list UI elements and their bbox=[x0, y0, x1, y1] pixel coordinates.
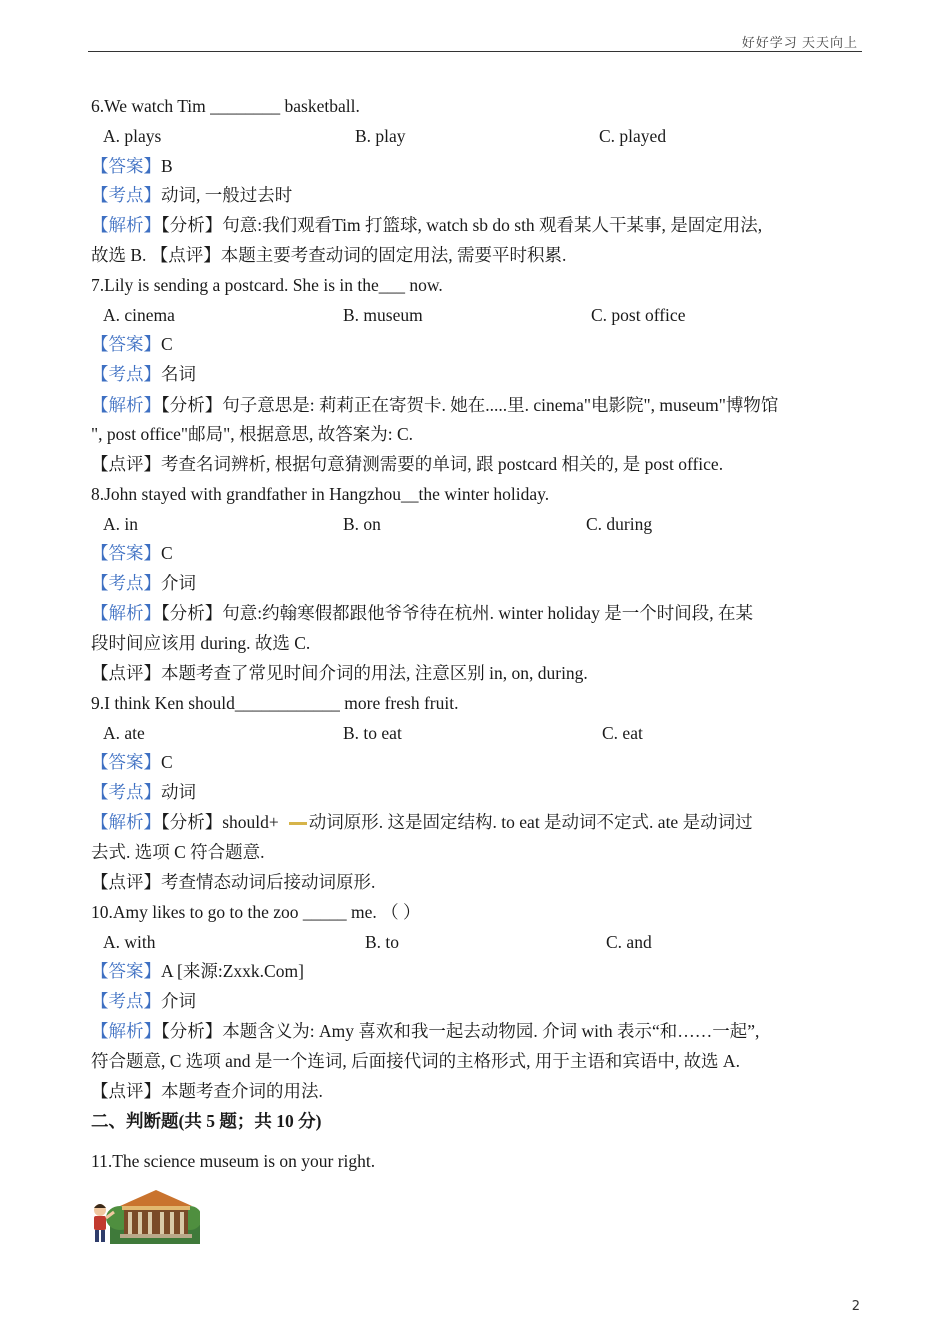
q7-answer bbox=[91, 332, 173, 356]
q9-stem: 9.I think Ken should____________ more fresh fruit. bbox=[91, 693, 459, 713]
answer-tag: 【答案】 bbox=[91, 156, 161, 176]
q6-option-c: C. played bbox=[599, 126, 667, 146]
q7-kaodian bbox=[91, 362, 196, 386]
dianping-tag: 【点评】 bbox=[91, 872, 161, 892]
q6-stem: 6.We watch Tim ________ basketball. bbox=[91, 96, 360, 116]
q7-option-a: A. cinema bbox=[103, 305, 175, 325]
q6-kaodian-value: 动词, 一般过去时 bbox=[161, 185, 293, 205]
q9-jiexi-text-2: 去式. 选项 C 符合题意. bbox=[91, 842, 265, 862]
answer-tag: 【答案】 bbox=[91, 543, 161, 563]
q7-kaodian-value: 名词 bbox=[161, 364, 196, 384]
column bbox=[170, 1212, 174, 1234]
q6-jiexi-text-1: 【分析】句意:我们观看Tim 打篮球, watch sb do sth 观看某人干某事, 是固定用法, bbox=[161, 215, 763, 235]
kaodian-tag: 【考点】 bbox=[91, 185, 161, 205]
q10-kaodian bbox=[91, 989, 196, 1013]
q8-option-b: B. on bbox=[343, 514, 381, 534]
person-body bbox=[94, 1216, 106, 1230]
q8-jiexi bbox=[91, 601, 753, 625]
q8-option-c: C. during bbox=[586, 514, 653, 534]
q6-answer bbox=[91, 154, 173, 178]
q7-dianping bbox=[91, 452, 723, 476]
q6-jiexi-text-2: 故选 B. 【点评】本题主要考查动词的固定用法, 需要平时积累. bbox=[91, 245, 567, 265]
q6-option-a: A. plays bbox=[103, 126, 162, 146]
q9-jiexi-text-1b: 动词原形. 这是固定结构. to eat 是动词不定式. ate 是动词过 bbox=[308, 812, 753, 832]
q8-stem: 8.John stayed with grandfather in Hangzhou__the winter holiday. bbox=[91, 484, 550, 504]
dianping-tag: 【点评】 bbox=[91, 1081, 161, 1101]
header-divider bbox=[88, 51, 862, 52]
q8-jiexi-text-2: 段时间应该用 during. 故选 C. bbox=[91, 633, 311, 653]
q8-option-a: A. in bbox=[103, 514, 138, 534]
museum-frieze bbox=[122, 1206, 190, 1210]
kaodian-tag: 【考点】 bbox=[91, 991, 161, 1011]
q10-stem: 10.Amy likes to go to the zoo _____ me. （ ） bbox=[91, 902, 421, 922]
dash-icon bbox=[289, 822, 307, 825]
q6-kaodian bbox=[91, 183, 292, 207]
q10-jiexi-text-2: 符合题意, C 选项 and 是一个连词, 后面接代词的主格形式, 用于主语和宾语中, 故选 A. bbox=[91, 1051, 740, 1071]
museum-building bbox=[124, 1210, 188, 1234]
q7-answer-value: C bbox=[161, 334, 173, 354]
person-leg bbox=[101, 1230, 105, 1242]
q11-stem: 11.The science museum is on your right. bbox=[91, 1151, 376, 1171]
page-header: 好好学习 天天向上 bbox=[741, 35, 858, 50]
jiexi-tag: 【解析】 bbox=[91, 215, 161, 235]
column bbox=[138, 1212, 142, 1234]
q10-jiexi bbox=[91, 1019, 759, 1043]
q10-dianping-value: 本题考查介词的用法. bbox=[161, 1081, 323, 1101]
q10-jiexi-text-1: 【分析】本题含义为: Amy 喜欢和我一起去动物园. 介词 with 表示“和……一起”, bbox=[161, 1021, 760, 1041]
q9-kaodian bbox=[91, 780, 196, 804]
column bbox=[128, 1212, 132, 1234]
q10-answer bbox=[91, 959, 304, 983]
q7-jiexi-text-1: 【分析】句子意思是: 莉莉正在寄贺卡. 她在.....里. cinema"电影院", museum"博物馆 bbox=[161, 395, 779, 415]
column bbox=[180, 1212, 184, 1234]
dianping-tag: 【点评】 bbox=[91, 663, 161, 683]
q10-dianping bbox=[91, 1079, 323, 1103]
q9-answer bbox=[91, 750, 173, 774]
answer-tag: 【答案】 bbox=[91, 334, 161, 354]
museum-steps bbox=[120, 1234, 192, 1238]
q9-option-a: A. ate bbox=[103, 723, 145, 743]
q6-answer-value: B bbox=[161, 156, 173, 176]
person-leg bbox=[95, 1230, 99, 1242]
q9-answer-value: C bbox=[161, 752, 173, 772]
kaodian-tag: 【考点】 bbox=[91, 782, 161, 802]
q9-option-c: C. eat bbox=[602, 723, 643, 743]
jiexi-tag: 【解析】 bbox=[91, 1021, 161, 1041]
q7-dianping-value: 考查名词辨析, 根据句意猜测需要的单词, 跟 postcard 相关的, 是 post office. bbox=[161, 454, 724, 474]
q8-answer-value: C bbox=[161, 543, 173, 563]
q6-option-b: B. play bbox=[355, 126, 406, 146]
jiexi-tag: 【解析】 bbox=[91, 395, 161, 415]
q8-jiexi-text-1: 【分析】句意:约翰寒假都跟他爷爷待在杭州. winter holiday 是一个时间段, 在某 bbox=[161, 603, 754, 623]
q10-option-c: C. and bbox=[606, 932, 652, 952]
q10-kaodian-value: 介词 bbox=[161, 991, 196, 1011]
jiexi-tag: 【解析】 bbox=[91, 603, 161, 623]
q9-jiexi bbox=[91, 810, 753, 834]
page-number: 2 bbox=[851, 1299, 860, 1314]
column bbox=[148, 1212, 152, 1234]
kaodian-tag: 【考点】 bbox=[91, 573, 161, 593]
q10-option-a: A. with bbox=[103, 932, 156, 952]
column bbox=[160, 1212, 164, 1234]
section-title: 二、判断题(共 5 题；共 10 分) bbox=[91, 1111, 322, 1131]
q9-jiexi-text-1a: 【分析】should+ bbox=[161, 812, 279, 832]
q8-answer bbox=[91, 541, 173, 565]
q7-option-c: C. post office bbox=[591, 305, 686, 325]
q7-stem: 7.Lily is sending a postcard. She is in the___ now. bbox=[91, 275, 443, 295]
q8-dianping-value: 本题考查了常见时间介词的用法, 注意区别 in, on, during. bbox=[161, 663, 588, 683]
q7-jiexi bbox=[91, 393, 778, 417]
answer-tag: 【答案】 bbox=[91, 752, 161, 772]
jiexi-tag: 【解析】 bbox=[91, 812, 161, 832]
q7-jiexi-text-2: ", post office"邮局", 根据意思, 故答案为: C. bbox=[91, 424, 413, 444]
q9-option-b: B. to eat bbox=[343, 723, 402, 743]
museum-roof bbox=[120, 1190, 192, 1206]
q9-dianping-value: 考查情态动词后接动词原形. bbox=[161, 872, 376, 892]
q7-option-b: B. museum bbox=[343, 305, 423, 325]
q8-dianping bbox=[91, 661, 588, 685]
q8-kaodian-value: 介词 bbox=[161, 573, 196, 593]
museum-illustration bbox=[90, 1184, 200, 1244]
kaodian-tag: 【考点】 bbox=[91, 364, 161, 384]
q9-dianping bbox=[91, 870, 375, 894]
q8-kaodian bbox=[91, 571, 196, 595]
q10-option-b: B. to bbox=[365, 932, 400, 952]
q6-jiexi bbox=[91, 213, 762, 237]
person-hair bbox=[94, 1204, 106, 1208]
answer-tag: 【答案】 bbox=[91, 961, 161, 981]
q10-answer-value: A [来源:Zxxk.Com] bbox=[161, 961, 304, 981]
q9-kaodian-value: 动词 bbox=[161, 782, 196, 802]
dianping-tag: 【点评】 bbox=[91, 454, 161, 474]
